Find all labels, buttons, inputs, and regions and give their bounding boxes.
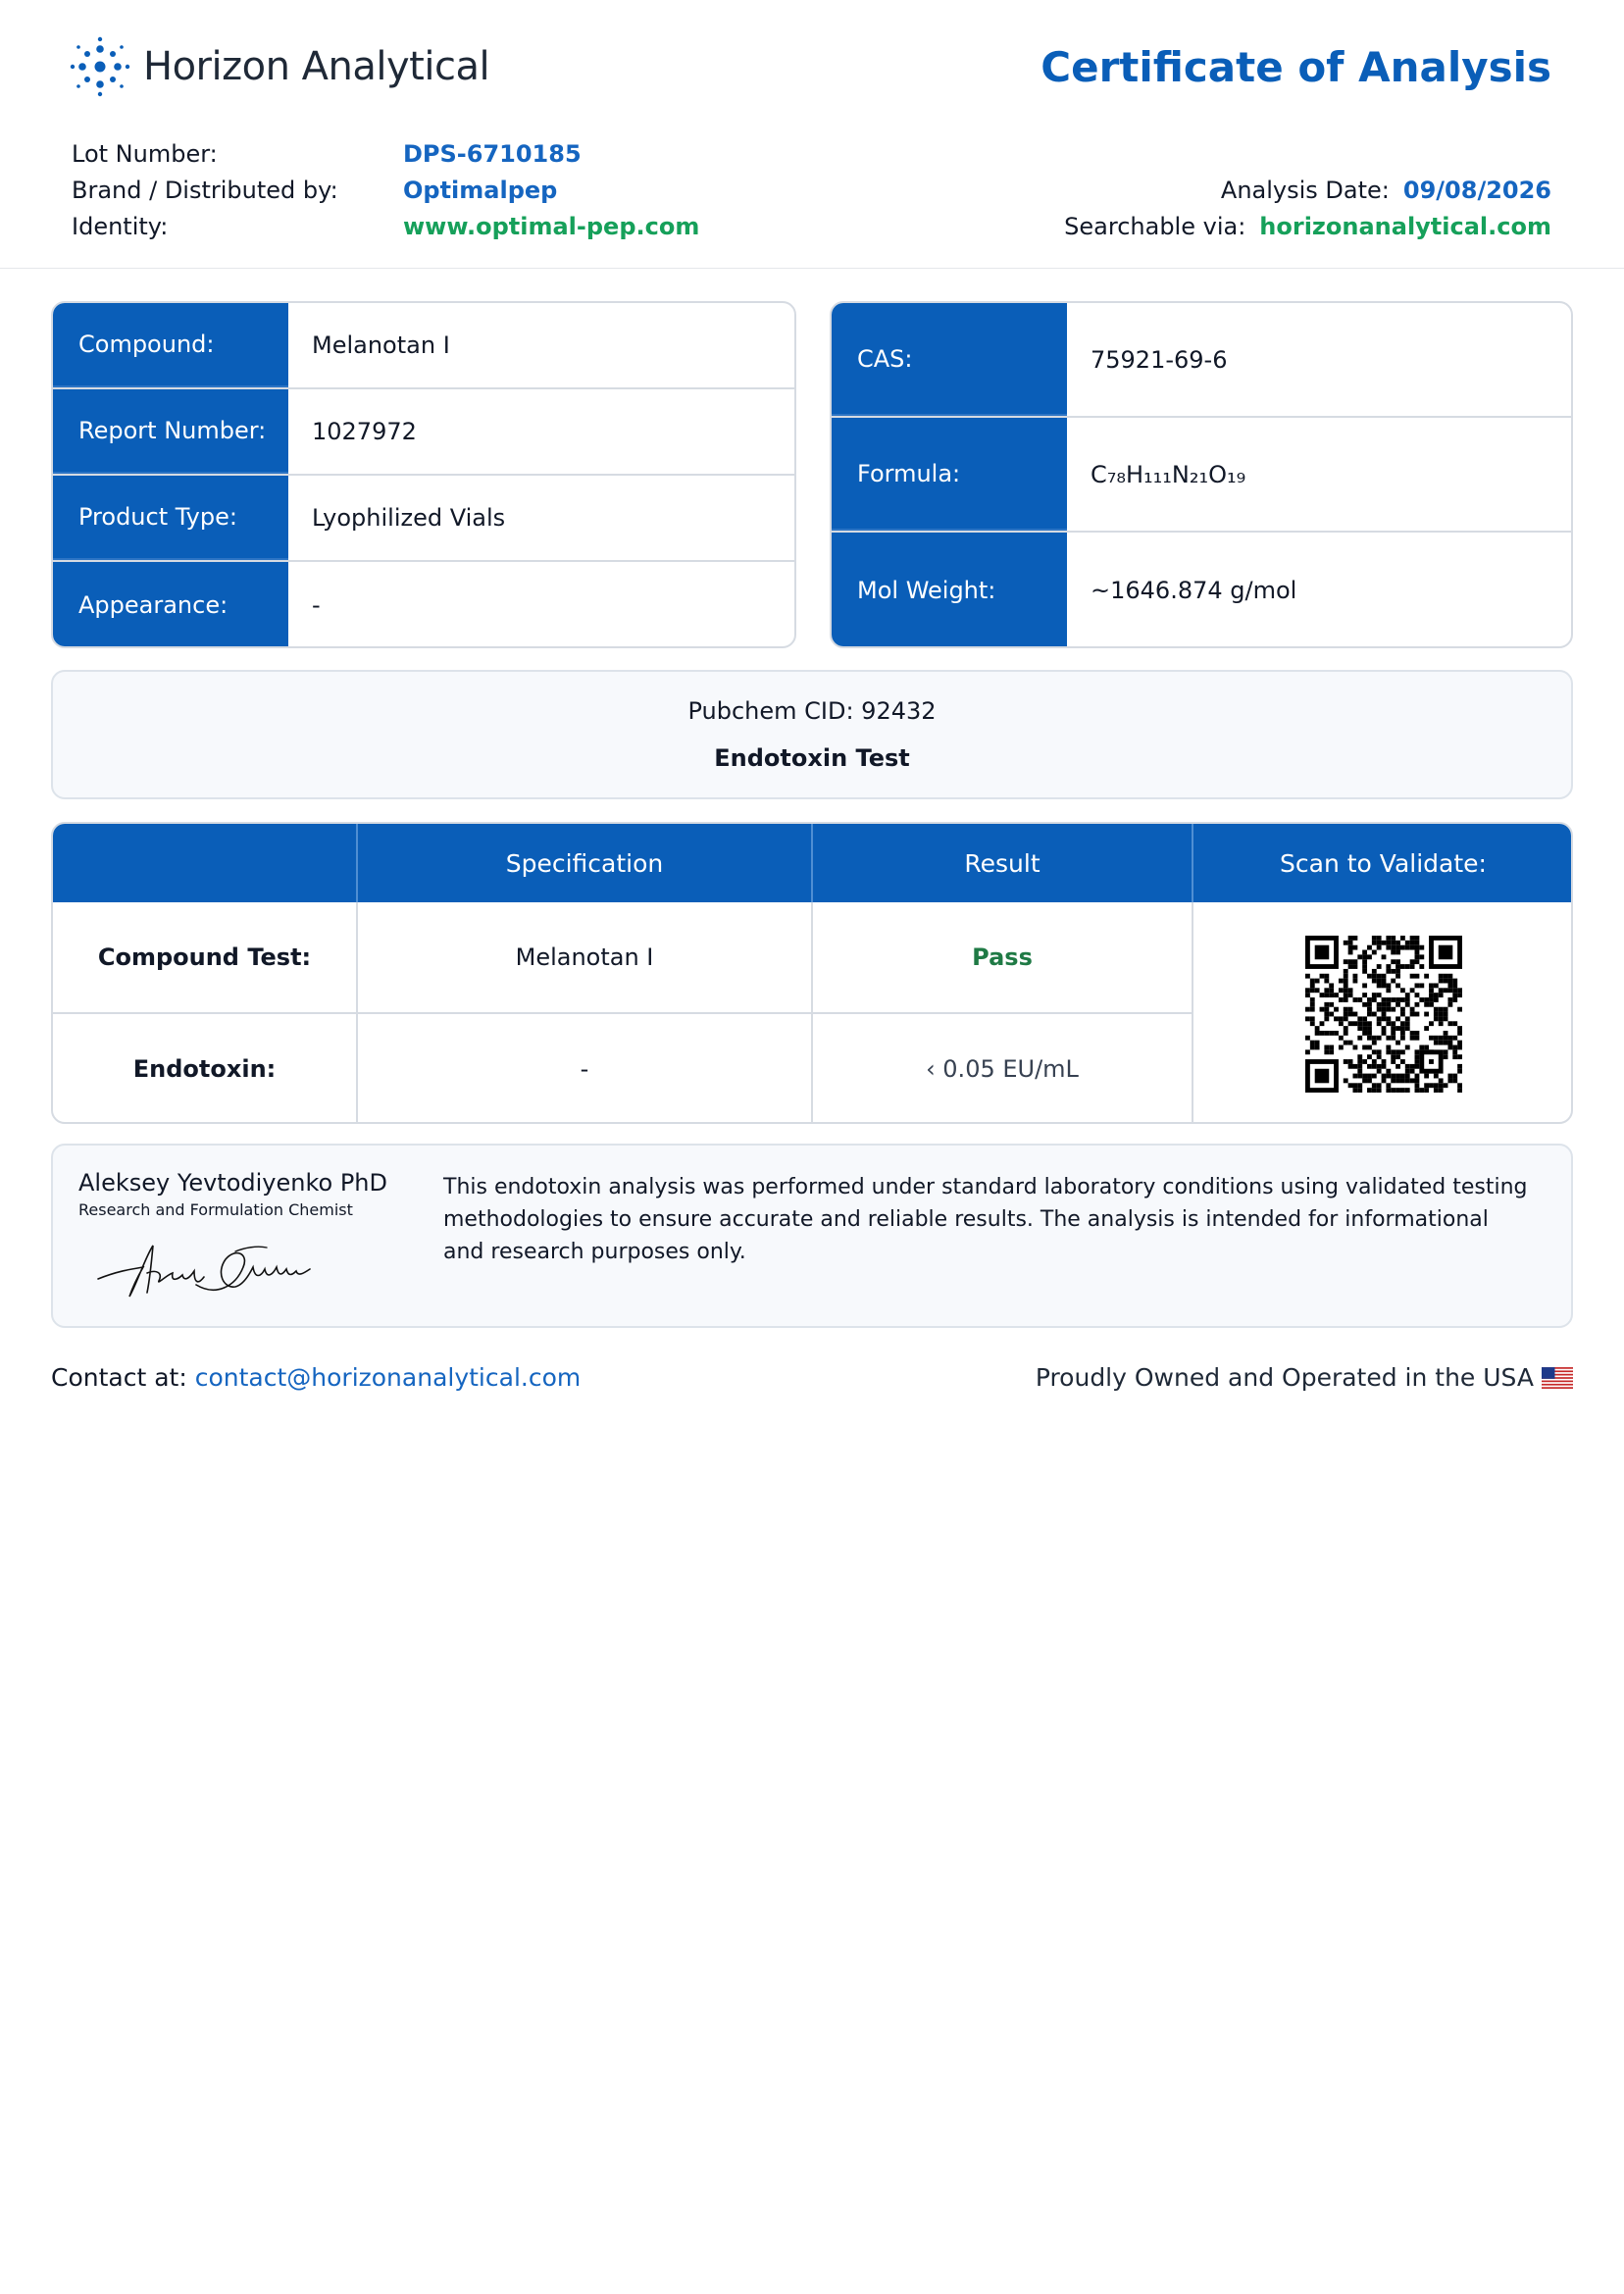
appearance-row [53, 562, 794, 648]
search-link[interactable]: horizonanalytical.com [1259, 212, 1551, 240]
header-scan: Scan to Validate: [1193, 824, 1573, 902]
formula-value: C₇₈H₁₁₁N₂₁O₁₉ [1091, 460, 1246, 488]
pubchem-box [51, 670, 1573, 799]
mol-weight-label: Mol Weight: [832, 533, 1067, 647]
report-number-value: 1027972 [312, 418, 417, 445]
identity-row [72, 208, 699, 244]
search-row [1064, 208, 1551, 244]
compound-test-label: Compound Test: [97, 943, 312, 971]
brand-row [72, 172, 699, 208]
endotoxin-label: Endotoxin: [132, 1055, 277, 1083]
contact-email-link[interactable]: contact@horizonanalytical.com [194, 1363, 582, 1392]
cas-label: CAS: [832, 303, 1067, 416]
endotoxin-test-title: Endotoxin Test [714, 744, 910, 772]
cas-value: 75921-69-6 [1091, 345, 1228, 374]
product-type-label: Product Type: [53, 476, 288, 560]
compound-info-panel [51, 301, 796, 648]
product-type-row [53, 476, 794, 562]
us-flag-icon [1542, 1366, 1573, 1390]
endotoxin-result: ‹ 0.05 EU/mL [926, 1055, 1079, 1083]
identity-label: Identity: [72, 212, 169, 240]
compound-value: Melanotan I [312, 331, 450, 359]
search-label: Searchable via: [1064, 212, 1246, 240]
chemical-info-panel [830, 301, 1573, 648]
usa-footer [1036, 1363, 1573, 1392]
brand-logo [69, 35, 489, 98]
report-number-row [53, 389, 794, 476]
compound-label: Compound: [53, 303, 288, 387]
endotoxin-spec: - [580, 1055, 589, 1083]
page-header [0, 0, 1624, 269]
signature-box [51, 1144, 1573, 1328]
pubchem-cid: Pubchem CID: 92432 [687, 697, 937, 725]
report-number-label: Report Number: [53, 389, 288, 474]
appearance-value: - [312, 591, 321, 619]
usa-tagline: Proudly Owned and Operated in the USA [1035, 1363, 1534, 1392]
results-table [51, 822, 1573, 1124]
brand-name: Horizon Analytical [143, 44, 490, 89]
brand-value: Optimalpep [403, 176, 558, 204]
qr-code-icon[interactable] [1305, 936, 1462, 1093]
mol-weight-row [832, 533, 1571, 647]
formula-row [832, 418, 1571, 533]
identity-link[interactable]: www.optimal-pep.com [403, 212, 700, 240]
meta-left [72, 135, 699, 244]
header-result: Result [813, 824, 1192, 902]
appearance-label: Appearance: [53, 562, 288, 648]
date-row [1064, 172, 1551, 208]
lot-label: Lot Number: [72, 139, 218, 168]
molecule-dots-icon [69, 35, 131, 98]
meta-right [1064, 172, 1551, 244]
qr-cell[interactable] [1193, 902, 1573, 1124]
handwritten-signature [88, 1228, 324, 1306]
mol-weight-value: ~1646.874 g/mol [1091, 576, 1297, 604]
analysis-disclaimer: This endotoxin analysis was performed under standard laboratory conditions using validated testing methodologies to ensure accurate and reliable results. The analysis is intended for informational and research purposes only. [443, 1175, 1528, 1264]
compound-test-result: Pass [972, 943, 1033, 971]
compound-row [53, 303, 794, 389]
date-label: Analysis Date: [1220, 176, 1390, 204]
compound-test-spec: Melanotan I [515, 943, 654, 971]
document-title: Certificate of Analysis [1040, 43, 1551, 91]
date-value: 09/08/2026 [1402, 176, 1551, 204]
contact-footer [51, 1363, 581, 1392]
lot-value: DPS-6710185 [403, 139, 582, 168]
signer-name: Aleksey Yevtodiyenko PhD [78, 1169, 387, 1197]
header-empty-cell [53, 824, 356, 902]
header-specification: Specification [358, 824, 811, 902]
cas-row [832, 303, 1571, 418]
contact-label: Contact at: [51, 1363, 187, 1392]
signer-role: Research and Formulation Chemist [78, 1200, 353, 1219]
formula-label: Formula: [832, 418, 1067, 531]
lot-row [72, 135, 699, 172]
product-type-value: Lyophilized Vials [312, 504, 506, 532]
brand-label: Brand / Distributed by: [72, 176, 338, 204]
